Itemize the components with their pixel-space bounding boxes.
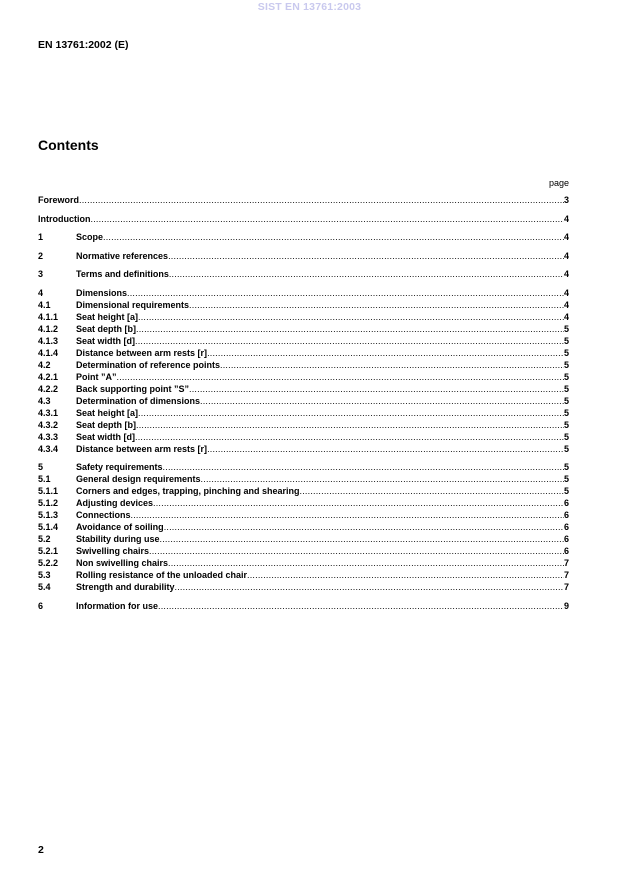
toc-entry-page: 5: [563, 462, 569, 472]
dot-leader: [189, 383, 564, 395]
toc-entry[interactable]: [38, 509, 569, 521]
dot-leader: [169, 268, 564, 280]
toc-entry-page: 5: [563, 395, 569, 406]
toc-entry[interactable]: [38, 473, 569, 485]
toc-entry-number: 4.1.3: [38, 335, 59, 346]
toc-entry-number: 4.2.2: [38, 383, 59, 394]
toc-entry[interactable]: [38, 533, 569, 545]
toc-entry-number: 4.1.2: [38, 323, 59, 334]
toc-entry-page: 3: [563, 195, 569, 205]
toc-entry-number: 4.3: [38, 395, 51, 406]
toc-entry[interactable]: [38, 395, 569, 407]
dot-leader: [168, 557, 564, 569]
toc-entry[interactable]: [38, 521, 569, 533]
dot-leader: [138, 311, 564, 323]
toc-entry-title: Information for use: [76, 600, 159, 611]
dot-leader: [136, 323, 564, 335]
toc-entry-page: 9: [563, 600, 569, 611]
dot-leader: [164, 521, 564, 533]
toc-entry-page: 4: [563, 299, 569, 310]
toc-entry[interactable]: [38, 371, 569, 383]
toc-entry-number: 4.1.1: [38, 311, 59, 322]
toc-entry-page: 4: [563, 269, 569, 279]
contents-title: Contents: [38, 137, 99, 153]
toc-entry-number: 5.3: [38, 570, 51, 580]
toc-entry-title: Seat width [d]: [76, 431, 135, 442]
toc-entry[interactable]: [38, 194, 569, 206]
toc-entry-page: 5: [563, 474, 569, 484]
toc-entry-number: 5.2.1: [38, 546, 59, 556]
toc-entry-title: Rolling resistance of the unloaded chair: [76, 570, 248, 580]
toc-entry-title: Terms and definitions: [76, 269, 169, 279]
toc-entry-page: 5: [563, 371, 569, 382]
toc-entry[interactable]: [38, 347, 569, 359]
toc-entry-title: Back supporting point ”S”: [76, 383, 190, 394]
toc-entry-number: 4.1: [38, 299, 51, 310]
toc-entry-title: Determination of reference points: [76, 359, 221, 370]
dot-leader: [189, 299, 564, 311]
toc-entry-number: 3: [38, 269, 44, 279]
toc-entry-number: 4.3.4: [38, 443, 59, 454]
toc-entry-page: 5: [563, 335, 569, 346]
toc-entry-number: 5.1: [38, 474, 51, 484]
toc-entry[interactable]: [38, 299, 569, 311]
toc-entry-title: Adjusting devices: [76, 498, 154, 508]
toc-entry-page: 4: [563, 232, 569, 242]
dot-leader: [247, 569, 564, 581]
toc-entry-number: 4.3.1: [38, 407, 59, 418]
toc-entry[interactable]: [38, 250, 569, 262]
toc-entry-page: 5: [563, 407, 569, 418]
toc-entry-title: Seat height [a]: [76, 311, 139, 322]
toc-entry-number: 5.1.2: [38, 498, 59, 508]
dot-leader: [153, 497, 564, 509]
dot-leader: [175, 581, 564, 593]
dot-leader: [300, 485, 564, 497]
toc-entry-number: 4.2: [38, 359, 51, 370]
toc-entry-number: 4.1.4: [38, 347, 59, 358]
toc-entry-title: Safety requirements: [76, 462, 163, 472]
toc-entry[interactable]: [38, 581, 569, 593]
toc-entry[interactable]: [38, 600, 569, 612]
toc-entry-number: 5.4: [38, 582, 51, 592]
toc-entry[interactable]: [38, 461, 569, 473]
dot-leader: [220, 359, 564, 371]
dot-leader: [207, 443, 564, 455]
toc-entry[interactable]: [38, 497, 569, 509]
dot-leader: [163, 461, 564, 473]
toc-entry-title: Scope: [76, 232, 104, 242]
dot-leader: [135, 431, 564, 443]
toc-entry[interactable]: [38, 231, 569, 243]
toc-entry-title: Stability during use: [76, 534, 160, 544]
toc-entry-title: Seat depth [b]: [76, 323, 136, 334]
toc-entry[interactable]: [38, 485, 569, 497]
toc-entry-number: 1: [38, 232, 44, 242]
toc-entry[interactable]: [38, 569, 569, 581]
toc-entry-page: 5: [563, 383, 569, 394]
toc-entry-page: 7: [563, 570, 569, 580]
toc-entry-title: Seat width [d]: [76, 335, 135, 346]
toc-entry-number: 4.3.3: [38, 431, 59, 442]
dot-leader: [138, 407, 564, 419]
toc-entry-title: Foreword: [38, 195, 80, 205]
toc-entry-page: 6: [563, 510, 569, 520]
toc-entry-page: 4: [563, 287, 569, 298]
toc-entry-title: Determination of dimensions: [76, 395, 201, 406]
toc-entry[interactable]: [38, 407, 569, 419]
toc-entry-number: 5.2.2: [38, 558, 59, 568]
dot-leader: [168, 250, 564, 262]
toc-entry-number: 5.2: [38, 534, 51, 544]
toc-entry-page: 4: [563, 250, 569, 261]
toc-entry-page: 7: [563, 558, 569, 568]
dot-leader: [136, 419, 564, 431]
toc-entry-page: 5: [563, 347, 569, 358]
toc-entry-title: Normative references: [76, 250, 169, 261]
toc-entry-title: Connections: [76, 510, 131, 520]
toc-entry[interactable]: [38, 557, 569, 569]
dot-leader: [158, 600, 564, 612]
table-of-contents: [38, 194, 569, 612]
toc-entry[interactable]: [38, 287, 569, 299]
toc-entry-title: Seat height [a]: [76, 407, 139, 418]
toc-entry-page: 7: [563, 582, 569, 592]
toc-entry-page: 4: [563, 213, 569, 224]
toc-entry-page: 6: [563, 522, 569, 532]
toc-entry[interactable]: [38, 359, 569, 371]
watermark: SIST EN 13761:2003: [257, 1, 362, 13]
dot-leader: [135, 335, 564, 347]
toc-entry-page: 6: [563, 546, 569, 556]
toc-entry-title: Swivelling chairs: [76, 546, 150, 556]
dot-leader: [149, 545, 564, 557]
toc-entry-page: 4: [563, 311, 569, 322]
toc-entry[interactable]: [38, 545, 569, 557]
toc-entry[interactable]: [38, 213, 569, 225]
toc-entry-number: 5.1.4: [38, 522, 59, 532]
dot-leader: [79, 194, 564, 206]
dot-leader: [103, 231, 564, 243]
toc-entry[interactable]: [38, 323, 569, 335]
toc-entry-number: 4.3.2: [38, 419, 59, 430]
toc-entry-number: 5.1.1: [38, 486, 59, 496]
toc-entry-title: Distance between arm rests [r]: [76, 347, 208, 358]
page-number: 2: [38, 844, 44, 856]
dot-leader: [127, 287, 564, 299]
toc-entry-page: 5: [563, 323, 569, 334]
toc-entry-title: General design requirements: [76, 474, 201, 484]
toc-entry-page: 5: [563, 419, 569, 430]
toc-entry-page: 5: [563, 359, 569, 370]
dot-leader: [201, 473, 564, 485]
standard-id: EN 13761:2002 (E): [38, 39, 129, 51]
toc-entry-title: Non swivelling chairs: [76, 558, 169, 568]
dot-leader: [117, 371, 564, 383]
toc-entry-number: 5: [38, 462, 44, 472]
toc-entry-title: Dimensions: [76, 287, 128, 298]
toc-entry[interactable]: [38, 419, 569, 431]
toc-entry-title: Strength and durability: [76, 582, 175, 592]
dot-leader: [207, 347, 564, 359]
toc-entry-number: 6: [38, 600, 44, 611]
toc-entry-page: 5: [563, 486, 569, 496]
dot-leader: [131, 509, 564, 521]
toc-entry-title: Point ”A”: [76, 371, 117, 382]
toc-entry-page: 5: [563, 431, 569, 442]
toc-entry[interactable]: [38, 443, 569, 455]
toc-entry[interactable]: [38, 335, 569, 347]
toc-entry-page: 6: [563, 498, 569, 508]
toc-entry-title: Dimensional requirements: [76, 299, 190, 310]
toc-entry-number: 4: [38, 287, 44, 298]
toc-entry-title: Distance between arm rests [r]: [76, 443, 208, 454]
toc-entry-page: 5: [563, 443, 569, 454]
toc-entry-number: 4.2.1: [38, 371, 59, 382]
toc-entry[interactable]: [38, 383, 569, 395]
toc-entry-title: Seat depth [b]: [76, 419, 136, 430]
toc-entry-title: Introduction: [38, 213, 91, 224]
toc-entry-number: 5.1.3: [38, 510, 59, 520]
toc-entry-page: 6: [563, 534, 569, 544]
toc-entry[interactable]: [38, 268, 569, 280]
page-column-label: page: [548, 178, 569, 188]
toc-entry-title: Corners and edges, trapping, pinching and shearing: [76, 486, 300, 496]
dot-leader: [200, 395, 564, 407]
dot-leader: [160, 533, 564, 545]
toc-entry-title: Avoidance of soiling: [76, 522, 164, 532]
toc-entry-number: 2: [38, 250, 44, 261]
toc-entry[interactable]: [38, 311, 569, 323]
toc-entry[interactable]: [38, 431, 569, 443]
dot-leader: [91, 213, 564, 225]
